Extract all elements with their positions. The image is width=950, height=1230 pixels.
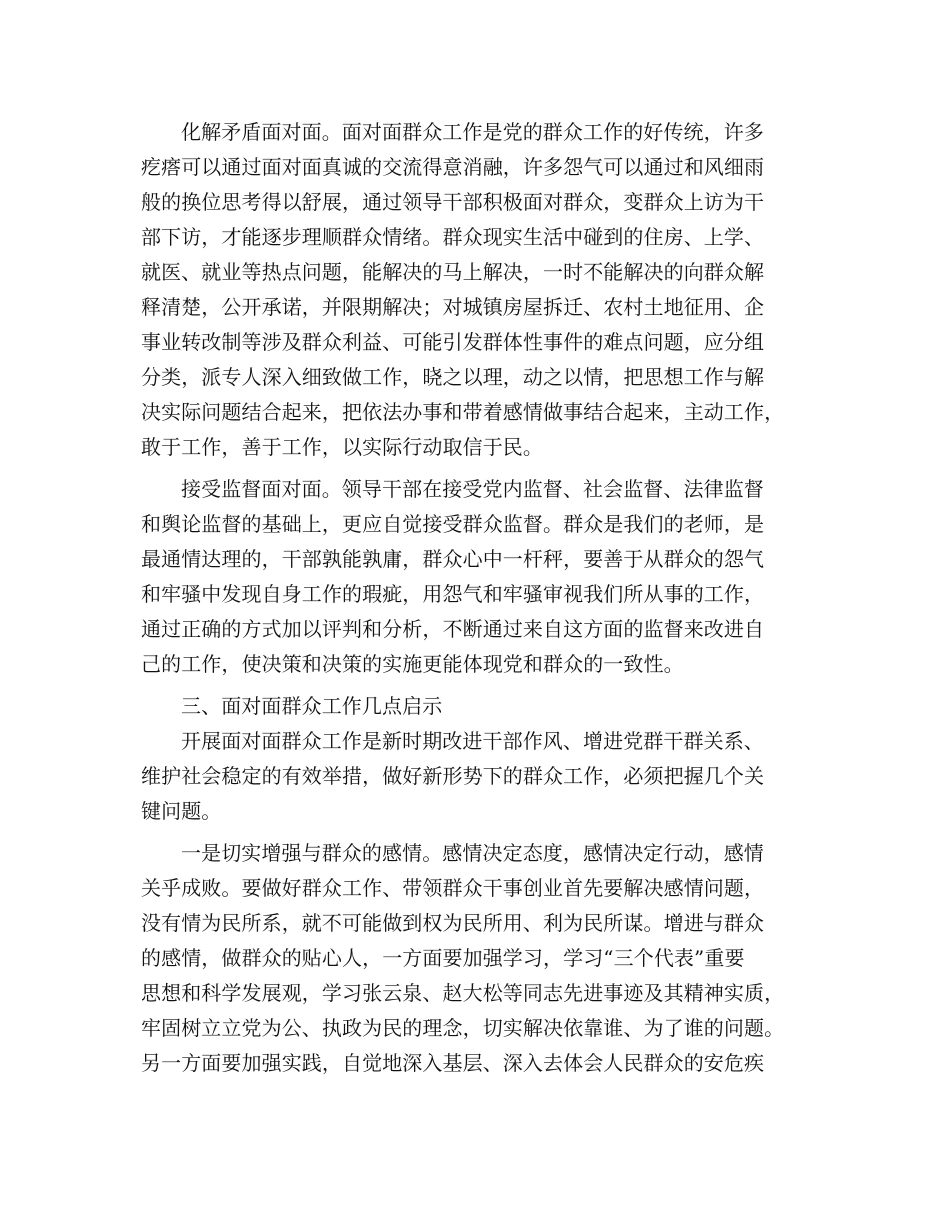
paragraph-line: 和牢骚中发现自身工作的瑕疵，用怨气和牢骚审视我们所从事的工作，: [141, 582, 765, 606]
paragraph-line: 键问题。: [141, 799, 222, 823]
paragraph-line: 接受监督面对面。领导干部在接受党内监督、社会监督、法律监督: [181, 477, 764, 501]
paragraph-line: 没有情为民所系，就不可能做到权为民所用、利为民所谋。增进与群众: [141, 911, 765, 935]
paragraph-line: 另一方面要加强实践，自觉地深入基层、深入去体会人民群众的安危疾: [141, 1051, 765, 1075]
paragraph-line: 牢固树立立党为公、执政为民的理念，切实解决依靠谁、为了谁的问题。: [141, 1016, 785, 1040]
paragraph-line: 最通情达理的，干部孰能孰庸，群众心中一杆秤，要善于从群众的怨气: [141, 547, 765, 571]
paragraph-line: 化解矛盾面对面。面对面群众工作是党的群众工作的好传统，许多: [181, 120, 764, 144]
paragraph-line: 的感情，做群众的贴心人，一方面要加强学习，学习“三个代表”重要: [141, 946, 745, 970]
paragraph-line: 维护社会稳定的有效举措，做好新形势下的群众工作，必须把握几个关: [141, 764, 765, 788]
section-heading: 三、面对面群众工作几点启示: [181, 694, 443, 718]
paragraph-line: 就医、就业等热点问题，能解决的马上解决，一时不能解决的向群众解: [141, 260, 765, 284]
paragraph-line: 决实际问题结合起来，把依法办事和带着感情做事结合起来，主动工作，: [141, 400, 785, 424]
paragraph-line: 事业转改制等涉及群众利益、可能引发群体性事件的难点问题，应分组: [141, 330, 765, 354]
paragraph-line: 思想和科学发展观，学习张云泉、赵大松等同志先进事迹及其精神实质，: [141, 981, 785, 1005]
paragraph-line: 一是切实增强与群众的感情。感情决定态度，感情决定行动，感情: [181, 841, 764, 865]
paragraph-line: 部下访，才能逐步理顺群众情绪。群众现实生活中碰到的住房、上学、: [141, 225, 765, 249]
paragraph-line: 开展面对面群众工作是新时期改进干部作风、增进党群干群关系、: [181, 729, 764, 753]
paragraph-line: 般的换位思考得以舒展，通过领导干部积极面对群众，变群众上访为干: [141, 190, 765, 214]
paragraph-line: 敢于工作，善于工作，以实际行动取信于民。: [141, 435, 543, 459]
paragraph-line: 关乎成败。要做好群众工作、带领群众干事创业首先要解决感情问题，: [141, 876, 765, 900]
paragraph-line: 通过正确的方式加以评判和分析，不断通过来自这方面的监督来改进自: [141, 617, 765, 641]
paragraph-line: 释清楚，公开承诺，并限期解决；对城镇房屋拆迁、农村土地征用、企: [141, 295, 765, 319]
paragraph-line: 分类，派专人深入细致做工作，晓之以理，动之以情，把思想工作与解: [141, 365, 765, 389]
paragraph-line: 和舆论监督的基础上，更应自觉接受群众监督。群众是我们的老师，是: [141, 512, 765, 536]
paragraph-line: 己的工作，使决策和决策的实施更能体现党和群众的一致性。: [141, 652, 684, 676]
paragraph-line: 疙瘩可以通过面对面真诚的交流得意消融，许多怨气可以通过和风细雨: [141, 155, 765, 179]
